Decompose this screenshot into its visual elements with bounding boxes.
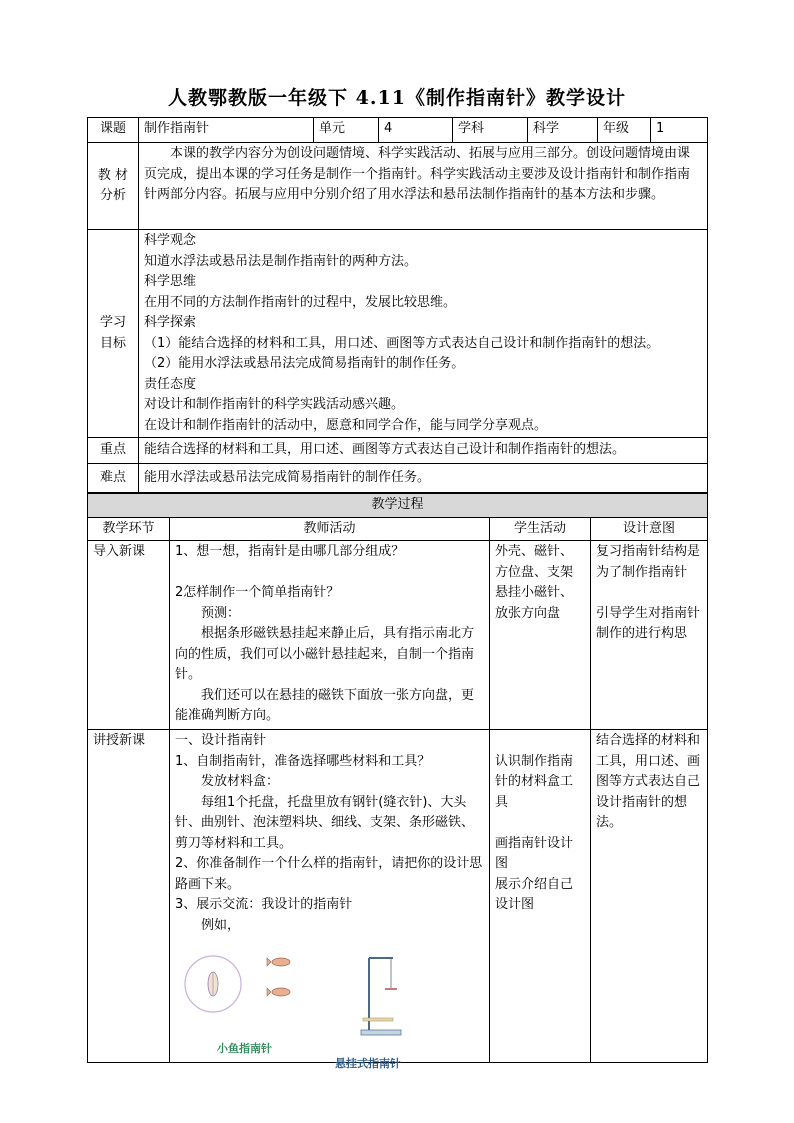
fish-compass-caption: 小鱼指南针 [217, 1042, 272, 1055]
teacher-activity-intro [170, 541, 490, 730]
student-text: 画指南针设计图 [495, 835, 574, 871]
intent-intro [591, 541, 708, 730]
teaching-process-table [87, 493, 708, 1070]
student-text: 认识制作指南针的材料盒工具 [495, 753, 574, 810]
difficulty-text: 能用水浮法或悬吊法完成简易指南针的制作任务。 [139, 464, 708, 493]
analysis-text: 本课的教学内容分为创设问题情境、科学实践活动、拓展与应用三部分。创设问题情境由课页完成，提出本课的学习任务是制作一个指南针。科学实践活动主要涉及设计指南针和制作指南针两部分内容。拓展与应用中分别介绍了用水浮法和悬吊法制作指南针的基本方法和步骤。 [139, 143, 708, 230]
unit-label: 单元 [314, 118, 379, 143]
objective-heading: 科学探索 [144, 315, 197, 330]
grade-value: 1 [651, 118, 708, 143]
process-band: 教学过程 [88, 494, 708, 518]
key-point-label: 重点 [88, 438, 139, 464]
intent-new: 结合选择的材料和工具，用口述、画图等方式表达自己设计指南针的想法。 [591, 730, 708, 1063]
objective-text: 在用不同的方法制作指南针的过程中，发展比较思维。 [144, 294, 457, 310]
objective-text: （2）能用水浮法或悬吊法完成简易指南针的制作任务。 [144, 356, 465, 371]
teacher-line: 我们还可以在悬挂的磁铁下面放一张方向盘，更能准确判断方向。 [175, 687, 475, 723]
objective-text: 知道水浮法或悬吊法是制作指南针的两种方法。 [144, 253, 418, 269]
lesson-info-table [87, 117, 708, 493]
objective-heading: 科学观念 [144, 233, 197, 248]
stage-intro: 导入新课 [88, 541, 170, 730]
blank-line [495, 813, 585, 834]
analysis-label: 教 材 分析 [88, 143, 139, 230]
page-title: 人教鄂教版一年级下 4.11《制作指南针》教学设计 [168, 87, 626, 109]
subject-value: 科学 [528, 118, 598, 143]
teacher-line: 2怎样制作一个简单指南针？ [175, 585, 340, 600]
teacher-line: 发放材料盒： [201, 774, 280, 789]
objective-text: 对设计和制作指南针的科学实践活动感兴趣。 [144, 397, 405, 412]
grade-label: 年级 [598, 118, 651, 143]
objective-heading: 责任态度 [144, 376, 197, 392]
header-stage: 教学环节 [88, 517, 170, 541]
header-teacher: 教师活动 [170, 517, 490, 541]
teacher-line: 一、设计指南针 [175, 733, 267, 748]
lesson-value: 制作指南针 [139, 118, 314, 143]
teacher-line: 例如， [201, 917, 241, 933]
student-activity-new [490, 730, 591, 1063]
blank-line [495, 731, 585, 752]
teacher-line: 1、想一想，指南针是由哪几部分组成？ [175, 544, 405, 559]
teacher-line: 2、你准备制作一个什么样的指南针，请把你的设计思路画下来。 [175, 856, 483, 892]
teacher-line: 每组1个托盘，托盘里放有钢针(缝衣针)、大头针、曲别针、泡沫塑料块、细线、支架、条形磁铁、剪刀等材料和工具。 [175, 794, 475, 851]
objectives-content [139, 230, 708, 438]
fish-compass-icon [183, 944, 323, 1034]
blank-line [596, 583, 702, 604]
difficulty-label: 难点 [88, 464, 139, 493]
stage-new-lesson: 讲授新课 [88, 730, 170, 1063]
teacher-line: 1、自制指南针，准备选择哪些材料和工具？ [175, 753, 431, 769]
objective-text: 在设计和制作指南针的活动中，愿意和同学合作，能与同学分享观点。 [144, 417, 548, 433]
hanging-compass-caption: 悬挂式指南针 [335, 1057, 401, 1070]
header-intent: 设计意图 [591, 517, 708, 541]
teacher-line: 预测： [201, 605, 241, 621]
objectives-label: 学习 目标 [88, 230, 139, 438]
hanging-compass-icon [353, 948, 423, 1048]
header-student: 学生活动 [490, 517, 591, 541]
student-activity-intro: 外壳、磁针、方位盘、支架悬挂小磁针、放张方向盘 [490, 541, 591, 730]
key-point-text: 能结合选择的材料和工具，用口述、画图等方式表达自己设计和制作指南针的想法。 [139, 438, 708, 464]
compass-design-figures [175, 936, 484, 1070]
intent-text: 引导学生对指南针制作的进行构思 [596, 605, 701, 641]
teacher-line: 根据条形磁铁悬挂起来静止后，具有指示南北方向的性质，我们可以小磁针悬挂起来，自制一个指南针。 [175, 626, 475, 682]
objective-text: （1）能结合选择的材料和工具，用口述、画图等方式表达自己设计和制作指南针的想法。 [144, 335, 660, 351]
intent-text: 复习指南针结构是为了制作指南针 [596, 544, 701, 580]
lesson-label: 课题 [88, 118, 139, 143]
teacher-line: 3、展示交流：我设计的指南针 [175, 897, 353, 912]
blank-line [175, 563, 484, 584]
unit-value: 4 [379, 118, 453, 143]
teacher-activity-new [170, 730, 490, 1070]
subject-label: 学科 [453, 118, 528, 143]
objective-heading: 科学思维 [144, 274, 197, 289]
student-text: 展示介绍自己设计图 [495, 876, 574, 912]
